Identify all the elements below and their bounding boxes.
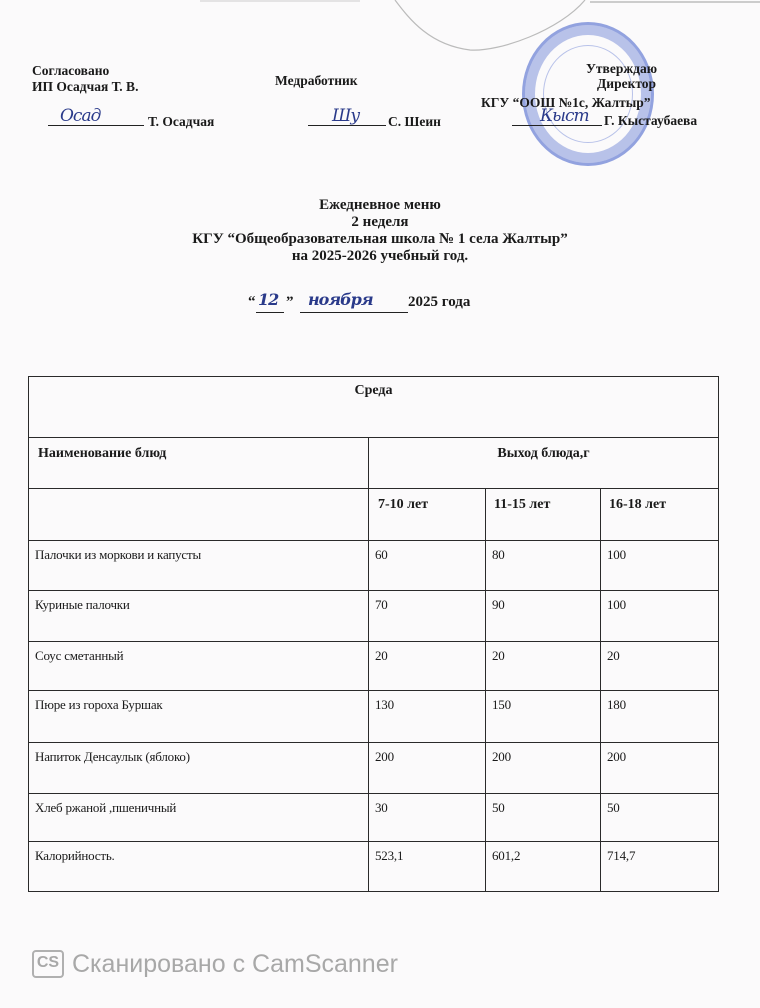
age-group-label: 11-15 лет — [494, 497, 551, 512]
dish-name: Пюре из гороха Буршак — [35, 697, 163, 712]
dish-value: 20 — [375, 648, 388, 663]
date-open-quote: “ — [248, 294, 256, 310]
calorie-label: Калорийность. — [35, 848, 115, 863]
approved-org: ИП Осадчая Т. В. — [32, 79, 139, 94]
dish-value: 50 — [492, 800, 505, 815]
table-row — [29, 743, 719, 794]
dish-value: 200 — [492, 749, 511, 764]
value-cell — [601, 794, 719, 842]
dish-name: Куриные палочки — [35, 597, 130, 612]
day-header-cell — [29, 377, 719, 438]
calorie-value: 714,7 — [607, 848, 636, 863]
value-cell — [486, 743, 601, 794]
confirm-position: Директор — [597, 76, 657, 91]
col-name-header: Наименование блюд — [38, 446, 167, 461]
confirm-org: КГУ “ООШ №1с, Жалтыр” — [481, 95, 651, 110]
camscanner-watermark: Сканировано с CamScanner — [72, 950, 398, 978]
title-line-3: КГУ “Общеобразовательная школа № 1 села Жалтыр” — [192, 231, 568, 247]
value-cell — [486, 794, 601, 842]
value-cell — [486, 591, 601, 642]
dish-name-cell — [29, 642, 369, 691]
age-group-label: 16-18 лет — [609, 497, 667, 512]
confirm-signature-name: Г. Кыстаубаева — [604, 113, 698, 128]
date-year: 2025 года — [408, 294, 471, 310]
value-cell — [369, 743, 486, 794]
dish-value: 100 — [607, 547, 626, 562]
dish-value: 60 — [375, 547, 388, 562]
dish-name-cell — [29, 691, 369, 743]
value-cell — [369, 541, 486, 591]
age-group-cell — [369, 489, 486, 541]
value-cell — [601, 691, 719, 743]
value-cell — [369, 691, 486, 743]
title-line-1: Ежедневное меню — [319, 197, 441, 213]
title-line-4: на 2025-2026 учебный год. — [291, 248, 469, 264]
dish-name-cell — [29, 842, 369, 892]
table-row — [29, 642, 719, 691]
dish-value: 150 — [492, 697, 511, 712]
approved-label: Согласовано — [32, 63, 110, 78]
value-cell — [486, 691, 601, 743]
value-cell — [601, 743, 719, 794]
date-month-handwritten: ноября — [308, 290, 373, 309]
value-cell — [601, 642, 719, 691]
day-name: Среда — [354, 383, 393, 398]
calorie-value: 601,2 — [492, 848, 521, 863]
approved-signature-handwriting: Осад — [60, 106, 101, 126]
age-group-label: 7-10 лет — [378, 497, 429, 512]
medic-label: Медработник — [275, 73, 358, 88]
dish-name: Палочки из моркови и капусты — [35, 547, 202, 562]
dish-name-cell — [29, 541, 369, 591]
value-cell — [601, 541, 719, 591]
dish-value: 20 — [492, 648, 505, 663]
medic-signature-name: С. Шеин — [388, 114, 441, 129]
confirm-label: Утверждаю — [586, 61, 658, 76]
dish-value: 20 — [607, 648, 620, 663]
approved-signature-name: Т. Осадчая — [148, 114, 215, 129]
calorie-value: 523,1 — [375, 848, 404, 863]
value-cell — [369, 794, 486, 842]
dish-value: 100 — [607, 597, 626, 612]
dish-value: 200 — [607, 749, 626, 764]
dish-value: 30 — [375, 800, 388, 815]
date-line — [248, 290, 508, 318]
dish-name-cell — [29, 743, 369, 794]
table-row — [29, 794, 719, 842]
value-cell — [601, 842, 719, 892]
official-stamp — [522, 22, 657, 166]
date-day-handwritten: 12 — [258, 290, 279, 309]
table-row — [29, 591, 719, 642]
table-row — [29, 541, 719, 591]
value-cell — [486, 541, 601, 591]
dish-value: 200 — [375, 749, 394, 764]
dish-value: 90 — [492, 597, 505, 612]
value-cell — [486, 842, 601, 892]
menu-table — [28, 376, 719, 892]
dish-name: Хлеб ржаной ,пшеничный — [35, 800, 177, 815]
value-cell — [369, 642, 486, 691]
age-group-empty-cell — [29, 489, 369, 541]
value-cell — [601, 591, 719, 642]
table-row — [29, 691, 719, 743]
dish-name: Напиток Денсаулык (яблоко) — [35, 749, 190, 764]
calorie-row — [29, 842, 719, 892]
col-output-header-cell — [369, 438, 719, 489]
age-group-cell — [601, 489, 719, 541]
col-output-header: Выход блюда,г — [497, 446, 590, 461]
value-cell — [369, 591, 486, 642]
value-cell — [369, 842, 486, 892]
date-month-underline — [300, 312, 408, 313]
dish-name-cell — [29, 591, 369, 642]
dish-value: 180 — [607, 697, 626, 712]
confirm-signature-handwriting: Кыст — [540, 106, 589, 126]
age-group-row — [29, 489, 719, 541]
camscanner-logo-icon: CS — [32, 950, 64, 978]
dish-value: 80 — [492, 547, 505, 562]
medic-signature-handwriting: Шу — [332, 106, 360, 126]
col-name-header-cell — [29, 438, 369, 489]
age-group-cell — [486, 489, 601, 541]
day-header-row — [29, 377, 719, 438]
dish-name: Соус сметанный — [35, 648, 124, 663]
dish-value: 50 — [607, 800, 620, 815]
title-line-2: 2 неделя — [351, 214, 409, 230]
dish-name-cell — [29, 794, 369, 842]
date-close-quote: ” — [286, 294, 294, 310]
value-cell — [486, 642, 601, 691]
dish-value: 130 — [375, 697, 394, 712]
date-day-underline — [256, 312, 284, 313]
column-header-row — [29, 438, 719, 489]
dish-value: 70 — [375, 597, 388, 612]
